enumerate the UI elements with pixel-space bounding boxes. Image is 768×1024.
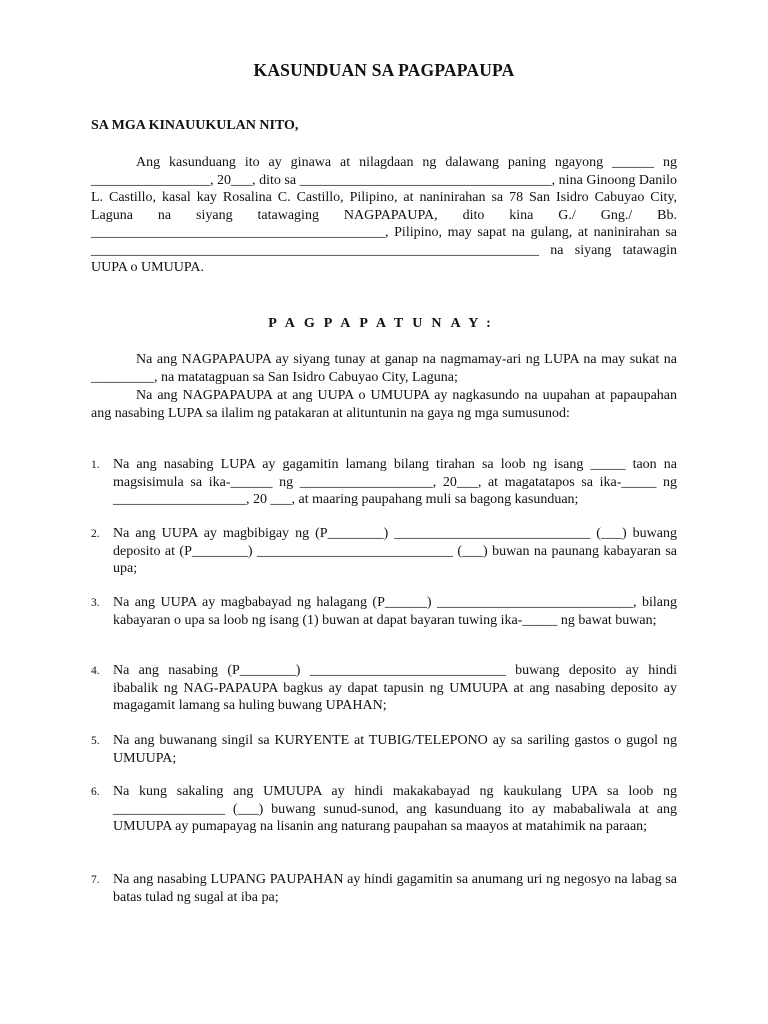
paragraph-2-text: Na ang NAGPAPAUPA at ang UUPA o UMUUPA ay nagkasundo na uupahan at papaupahan ang nasabing LUPA sa ilalim ng patakaran at alituntunin na gaya ng mga sumusunod: <box>91 388 677 421</box>
list-item-text: Na ang nasabing LUPA ay gagamitin lamang bilang tirahan sa loob ng isang _____ taon na magsisimula sa ika-______ ng ___________________, 20___, at magatatapos sa ika-_____ ng ___________________, 20 ___, at maaring paupahang muli sa bagong kasunduan; <box>113 457 677 507</box>
list-item-number: 2. <box>91 528 100 540</box>
list-item <box>91 783 677 836</box>
section-heading: PAGPAPATUNAY: <box>268 316 500 331</box>
list-item-text: Na ang UUPA ay magbibigay ng (P________) ____________________________ (___) buwang deposito at (P________) ____________________________ (___) buwan na paunang kabayaran sa upa; <box>113 526 677 576</box>
list-item-text: Na ang UUPA ay magbabayad ng halagang (P______) ____________________________, bilang kabayaran o upa sa loob ng isang (1) buwan at dapat bayaran tuwing ika-_____ ng bawat buwan; <box>113 595 677 628</box>
salutation: SA MGA KINAUUKULAN NITO, <box>91 118 299 133</box>
list-item-number: 4. <box>91 665 100 677</box>
intro-paragraph <box>91 154 677 277</box>
list-item-text: Na ang buwanang singil sa KURYENTE at TUBIG/TELEPONO ay sa sariling gastos o gugol ng UMUUPA; <box>113 733 677 766</box>
list-item-number: 6. <box>91 786 100 798</box>
list-item <box>91 871 677 906</box>
list-item-number: 5. <box>91 735 100 747</box>
list-item <box>91 456 677 509</box>
list-item-number: 3. <box>91 597 100 609</box>
list-item-text: Na ang nasabing LUPANG PAUPAHAN ay hindi gagamitin sa anumang uri ng negosyo na labag sa batas tulad ng sugal at iba pa; <box>113 872 677 905</box>
list-item-number: 7. <box>91 874 100 886</box>
list-item-number: 1. <box>91 459 100 471</box>
list-item-text: Na kung sakaling ang UMUUPA ay hindi makakabayad ng kaukulang UPA sa loob ng ________________ (___) buwang sunud-sunod, ang kasunduang ito ay mababaliwala at ang UMUUPA ay pumapayag na lisanin ang naturang paupahan sa maayos at matahimik na paraan; <box>113 784 677 834</box>
list-item <box>91 594 677 629</box>
list-item <box>91 662 677 715</box>
list-item-text: Na ang nasabing (P________) ____________________________ buwang deposito ay hindi ibabalik ng NAG-PAPAUPA bagkus ay dapat tapusin ng UMUUPA at ang nasabing deposito ay magagamit lamang sa huling buwang UPAHAN; <box>113 663 677 713</box>
paragraph-1 <box>91 351 677 386</box>
paragraph-1-text: Na ang NAGPAPAUPA ay siyang tunay at ganap na nagmamay-ari ng LUPA na may sukat na _________, na matatagpuan sa San Isidro Cabuyao City, Laguna; <box>91 352 677 385</box>
list-item <box>91 525 677 578</box>
document-title: KASUNDUAN SA PAGPAPAUPA <box>253 60 515 80</box>
paragraph-2 <box>91 387 677 422</box>
list-item <box>91 732 677 767</box>
intro-text: Ang kasunduang ito ay ginawa at nilagdaan ng dalawang paning ngayong ______ ng _________________, 20___, dito sa ____________________________________, nina Ginoong Danilo L. Castillo, kasal kay Rosalina C. Castillo, Pilipino, at naninirahan sa 78 San Isidro Cabuyao City, Laguna na siyang tatawaging NAGPAPAUPA, dito kina G./ Gng./ Bb. __________________________________________, Pilipino, may sapat na gulang, at naninirahan sa ________________________________________________________________ na siyang tatawagin UUPA o UMUUPA. <box>91 155 677 275</box>
